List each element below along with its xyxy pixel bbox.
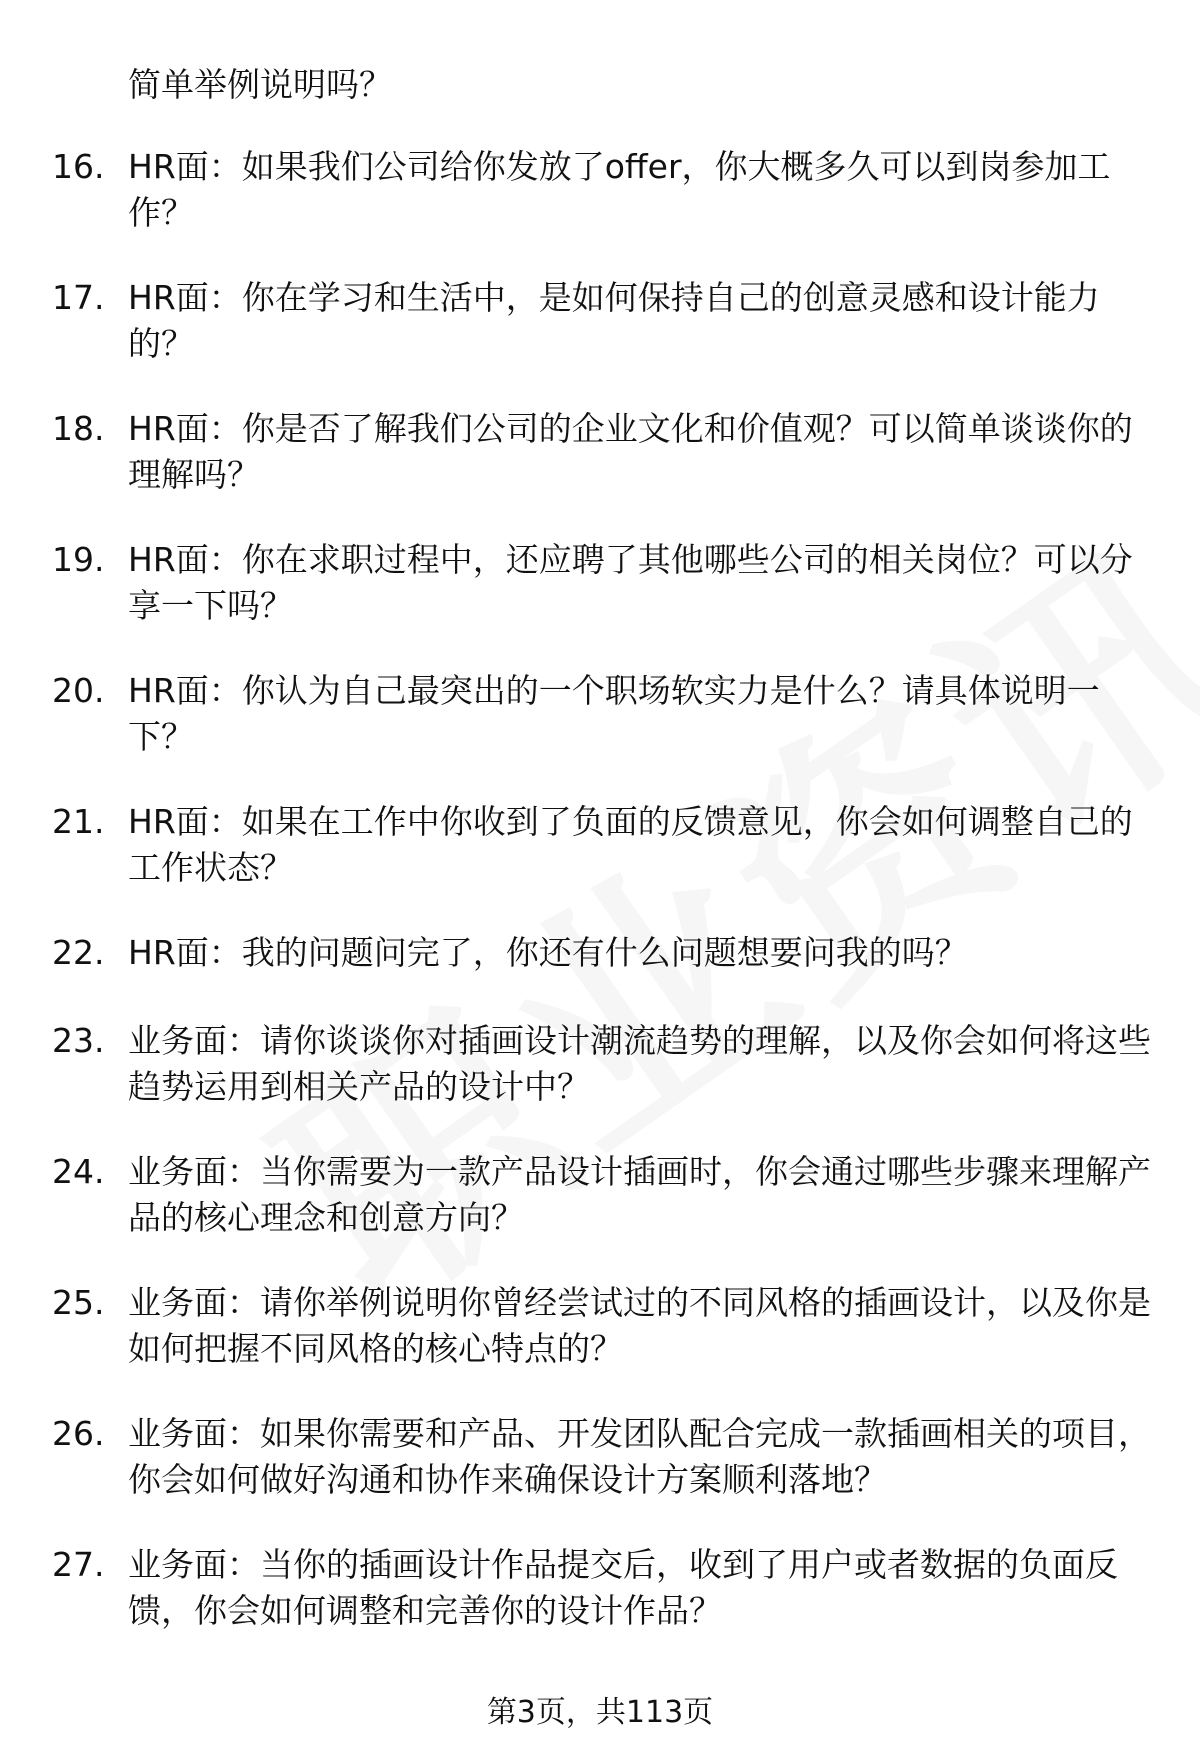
question-number: 16. [52, 147, 105, 186]
question-number: 26. [52, 1414, 105, 1453]
question-item [0, 1542, 1200, 1673]
question-item [0, 1280, 1200, 1411]
question-text: 业务面：如果你需要和产品、开发团队配合完成一款插画相关的项目，你会如何做好沟通和协作来确保设计方案顺利落地？ [128, 1414, 1151, 1499]
question-item [0, 406, 1200, 537]
question-number: 27. [52, 1545, 105, 1584]
question-number: 21. [52, 802, 105, 841]
question-number: 23. [52, 1021, 105, 1060]
question-text: HR面：你在学习和生活中，是如何保持自己的创意灵感和设计能力的？ [128, 278, 1100, 363]
question-number: 24. [52, 1152, 105, 1191]
question-text: HR面：如果在工作中你收到了负面的反馈意见，你会如何调整自己的工作状态？ [128, 802, 1133, 887]
question-text: HR面：如果我们公司给你发放了offer，你大概多久可以到岗参加工作？ [128, 147, 1111, 232]
question-item [0, 799, 1200, 930]
question-text: HR面：你在求职过程中，还应聘了其他哪些公司的相关岗位？可以分享一下吗？ [128, 540, 1133, 625]
question-item [0, 1411, 1200, 1542]
question-continuation: 简单举例说明吗？ [128, 65, 392, 104]
question-text: HR面：你是否了解我们公司的企业文化和价值观？可以简单谈谈你的理解吗？ [128, 409, 1133, 494]
question-number: 17. [52, 278, 105, 317]
question-number: 19. [52, 540, 105, 579]
question-text: 业务面：当你需要为一款产品设计插画时，你会通过哪些步骤来理解产品的核心理念和创意方向？ [128, 1152, 1151, 1237]
question-item [0, 930, 1200, 1018]
question-number: 25. [52, 1283, 105, 1322]
question-item [0, 668, 1200, 799]
question-text: HR面：你认为自己最突出的一个职场软实力是什么？请具体说明一下？ [128, 671, 1100, 756]
question-text: HR面：我的问题问完了，你还有什么问题想要问我的吗？ [128, 933, 968, 972]
question-list [0, 144, 1200, 1673]
question-number: 22. [52, 933, 105, 972]
question-item [0, 1018, 1200, 1149]
question-item [0, 144, 1200, 275]
question-number: 20. [52, 671, 105, 710]
question-item [0, 275, 1200, 406]
question-text: 业务面：请你举例说明你曾经尝试过的不同风格的插画设计，以及你是如何把握不同风格的核心特点的？ [128, 1283, 1151, 1368]
question-item [0, 1149, 1200, 1280]
question-item [0, 537, 1200, 668]
question-number: 18. [52, 409, 105, 448]
question-text: 业务面：请你谈谈你对插画设计潮流趋势的理解，以及你会如何将这些趋势运用到相关产品的设计中？ [128, 1021, 1151, 1106]
question-text: 业务面：当你的插画设计作品提交后，收到了用户或者数据的负面反馈，你会如何调整和完善你的设计作品？ [128, 1545, 1118, 1630]
page-footer: 第3页，共113页 [486, 1695, 714, 1730]
